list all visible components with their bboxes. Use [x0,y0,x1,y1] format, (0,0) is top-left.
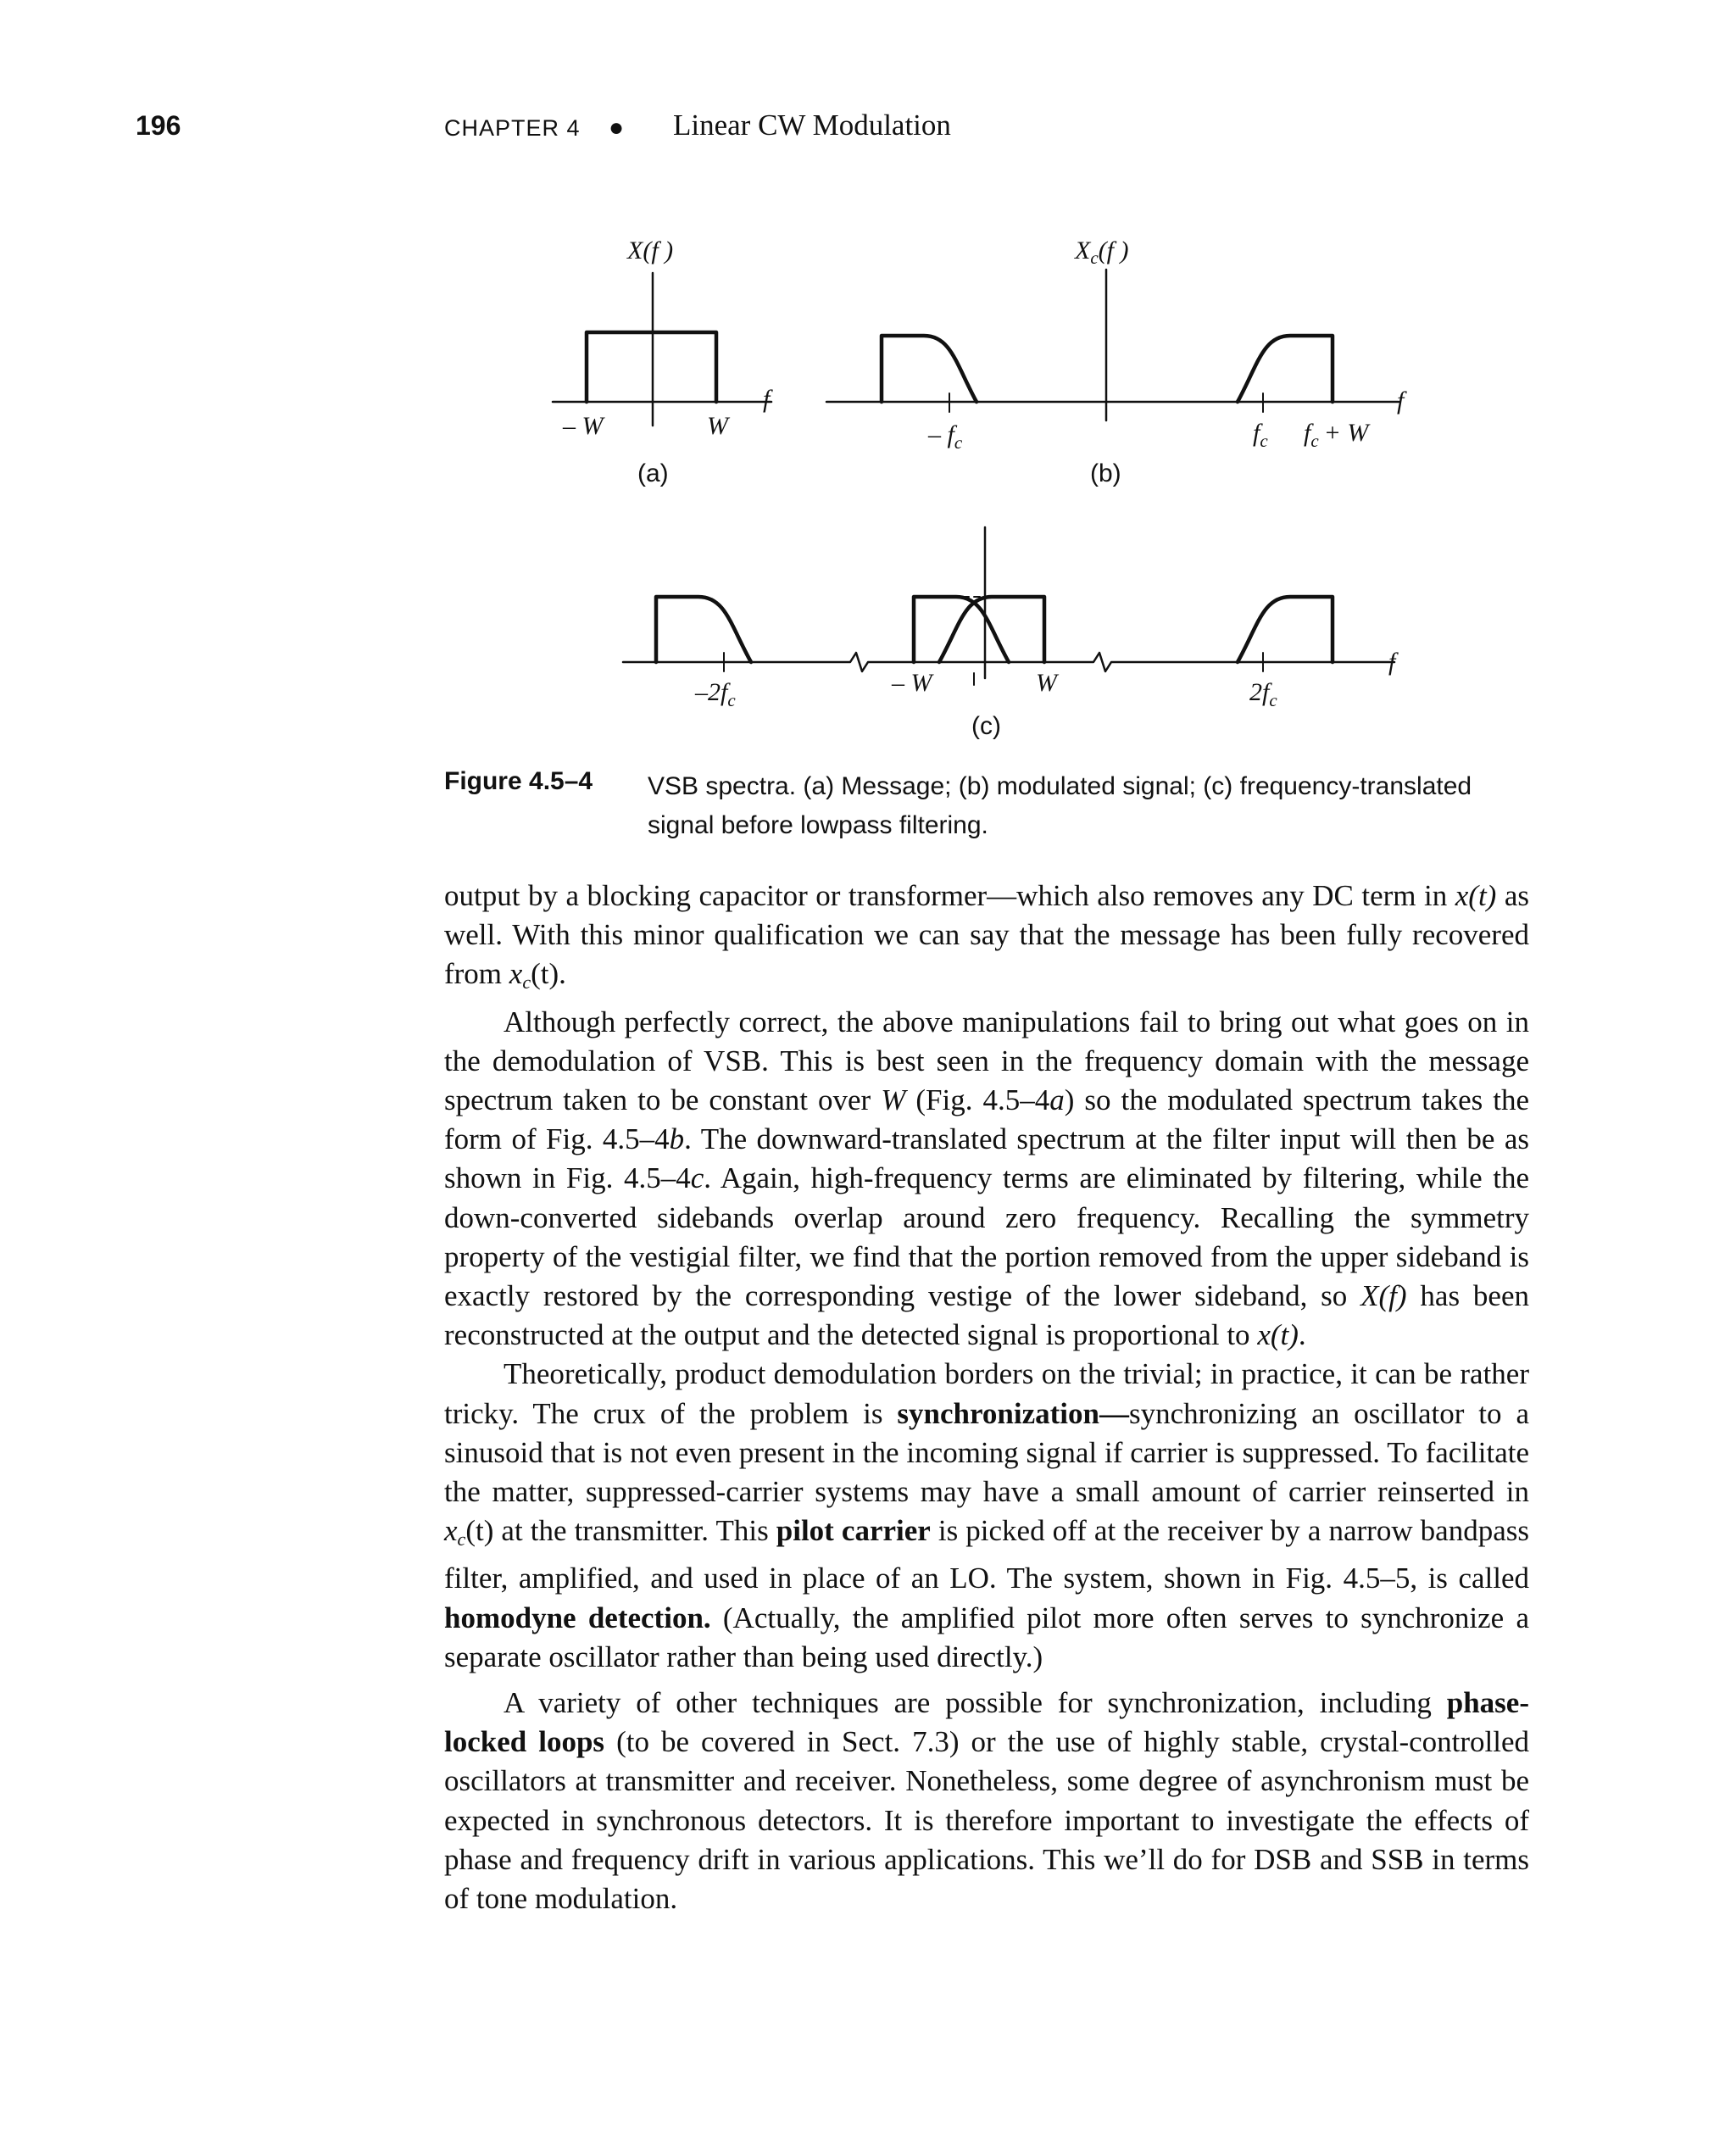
paragraph-3: Theoretically, product demodulation borders on the trivial; in practice, it can be rather tricky. The crux of the problem is synchronization—synchronizing an oscillator to a sinusoid that is not even present in the incoming signal if carrier is suppressed. To facilitate the matter, suppressed-carrier systems may have a small amount of carrier reinserted in $x_c(t)$ at the transmitter. This pilot carrier is picked off at the receiver by a narrow bandpass filter, amplified, and used in place of an LO. The system, shown in Fig. 4.5–5, is called homodyne detection. (Actually, the amplified pilot more often serves to synchronize a separate oscillator rather than being used directly.) [444,1357,1530,1673]
panel-b-label: (b) [1090,459,1121,487]
panel-b-tick-fc-label: $f_c$ [1253,419,1268,451]
panel-a-message-spectrum [587,332,716,402]
panel-b-graphic [826,270,1399,420]
page-number: 196 [136,110,181,141]
chapter-title: Linear CW Modulation [673,109,951,142]
panel-c-lower-band [656,597,751,662]
caption-label: Figure 4.5–4 [444,767,593,795]
panel-c-tick-2fc-label: $2f_c$ [1249,678,1277,710]
term-homodyne-detection: homodyne detection. [444,1601,711,1634]
panel-c-upper-band [1238,597,1333,662]
panel-a-graphic [553,273,771,426]
panel-b-tick-neg-fc-label: – $f_c$ [928,420,963,453]
panel-c-tick-neg-2fc-label: $-2f_c$ [695,678,736,710]
panel-c-tick-w: W [1036,669,1057,697]
panel-b-tick-fc-plus-w-label: $f_c + W$ [1304,419,1369,451]
panel-c-label: (c) [971,712,1001,740]
term-pilot-carrier: pilot carrier [776,1514,931,1548]
panel-a-label: (a) [637,459,669,487]
paragraph-1: output by a blocking capacitor or transformer—which also removes any DC term in x(t) as well. With this minor qualification we can say that the message has been fully recovered from $x_c(t)$. [444,879,1530,994]
panel-b-f-label: f [1397,387,1405,415]
paragraph-2: Although perfectly correct, the above manipulations fail to bring out what goes on in the demodulation of VSB. This is best seen in the frequency domain with the message spectrum taken to be constant over W (Fig. 4.5–4a) so the modulated spectrum takes the form of Fig. 4.5–4b. The downward-translated spectrum at the filter input will then be as shown in Fig. 4.5–4c. Again, high-frequency terms are eliminated by filtering, while the down-converted sidebands overlap around zero frequency. Recalling the symmetry property of the vestigial filter, we find that the portion removed from the upper sideband is exactly restored by the corresponding vestige of the lower sideband, so X(f) has been reconstructed at the output and the detected signal is proportional to x(t). [444,1005,1530,1352]
panel-c-graphic [623,527,1394,685]
body-text [444,877,1529,1918]
bullet-separator: ● [609,114,625,142]
panel-a-f-label: f [763,385,771,413]
panel-a-tick-neg-w: – W [563,412,604,440]
chapter-label: CHAPTER 4 [444,115,581,141]
panel-a-ylabel: X(f ) [627,237,674,264]
term-synchronization: synchronization— [897,1396,1129,1430]
panel-b-lower-sideband [882,336,976,402]
panel-c-tick-neg-w: – W [892,669,932,697]
paragraph-4: A variety of other techniques are possible for synchronization, including phase-locked loops (to be covered in Sect. 7.3) or the use of highly stable, crystal-controlled oscillators at transmitter and receiver. Nonetheless, some degree of asynchronism must be expected in synchronous detectors. It is therefore important to investigate the effects of phase and frequency drift in various applications. This we’ll do for DSB and SSB in terms of tone modulation. [444,1686,1529,1916]
panel-b-ylabel: $X_c(f$ ) [1075,237,1129,268]
term-phase-locked-loops: phase-locked loops [444,1686,1529,1759]
panel-a-tick-w: W [707,412,728,440]
figure-svg [0,0,1736,763]
caption-text: VSB spectra. (a) Message; (b) modulated signal; (c) frequency-translated signal before lowpass filtering. [648,772,1472,839]
figure-vsb-spectra [0,0,1736,763]
panel-c-baseband-lsb [914,597,1009,662]
panel-c-f-label: f [1388,648,1396,676]
panel-b-upper-sideband [1238,336,1333,402]
